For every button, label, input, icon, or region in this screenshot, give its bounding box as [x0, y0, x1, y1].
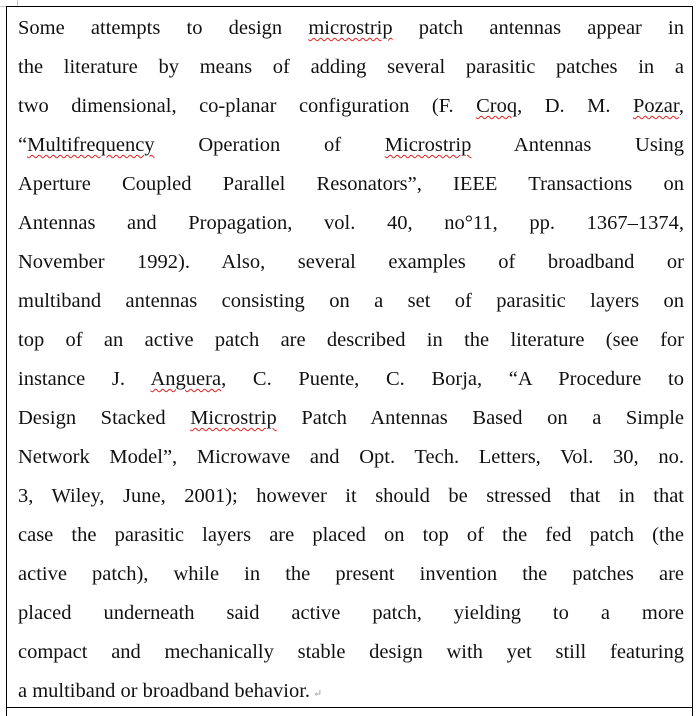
text-run: Network Model”, Microwave and Opt. Tech. Letters, Vol. 30, no. [18, 446, 684, 468]
text-line [18, 165, 684, 204]
text-line [18, 360, 684, 399]
text-line [18, 321, 684, 360]
table-border-right-extension [692, 708, 693, 716]
text-line [18, 204, 684, 243]
text-run: Some attempts to design [18, 17, 309, 39]
text-run: , D. M. [517, 95, 633, 117]
text-line [18, 282, 684, 321]
text-run: , C. Puente, C. Borja, “A Procedure to [221, 368, 684, 390]
misspelled-word: Pozar [633, 95, 679, 117]
text-run: , [678, 95, 684, 117]
text-run: the literature by means of adding several parasitic patches in a [18, 56, 684, 78]
text-run: case the parasitic layers are placed on top of the fed patch (the [18, 524, 684, 546]
misspelled-word: Microstrip [384, 134, 472, 156]
text-run: instance J. [18, 368, 151, 390]
misspelled-word: microstrip [308, 17, 393, 39]
misspelled-word: Croq [476, 95, 518, 117]
text-run: active patch), while in the present invention the patches are [18, 563, 684, 585]
table-border-left-extension [6, 708, 7, 716]
text-line [18, 672, 684, 711]
text-line [18, 399, 684, 438]
misspelled-word: Anguera [150, 368, 222, 390]
text-run: Design Stacked [18, 407, 191, 429]
body-paragraph[interactable] [18, 9, 684, 711]
text-run: Operation of [154, 134, 385, 156]
text-line [18, 48, 684, 87]
text-run: patch antennas appear in [392, 17, 685, 39]
text-run: compact and mechanically stable design with yet still featuring [18, 641, 684, 663]
text-line [18, 438, 684, 477]
text-line [18, 633, 684, 672]
text-run: 3, Wiley, June, 2001); however it should be stressed that in that [18, 485, 684, 507]
text-run: multiband antennas consisting on a set of parasitic layers on [18, 290, 684, 312]
text-run: Patch Antennas Based on a Simple [276, 407, 684, 429]
text-line [18, 9, 684, 48]
text-line [18, 87, 684, 126]
misspelled-word: Multifrequency [27, 134, 155, 156]
text-run: a multiband or broadband behavior. [18, 680, 311, 702]
text-run: “ [18, 134, 28, 156]
text-line [18, 594, 684, 633]
misspelled-word: Microstrip [190, 407, 277, 429]
text-run: Aperture Coupled Parallel Resonators”, IEEE Transactions on [18, 173, 684, 195]
text-line [18, 243, 684, 282]
text-run: Antennas and Propagation, vol. 40, no°11, pp. 1367–1374, [18, 212, 684, 234]
paragraph-mark-icon: ↵ [313, 688, 323, 700]
text-run: placed underneath said active patch, yielding to a more [18, 602, 684, 624]
text-run: top of an active patch are described in the literature (see for [18, 329, 684, 351]
text-run: Antennas Using [471, 134, 685, 156]
text-run: two dimensional, co-planar configuration (F. [18, 95, 477, 117]
text-line [18, 555, 684, 594]
text-run: November 1992). Also, several examples of broadband or [18, 251, 684, 273]
text-line [18, 477, 684, 516]
text-line [18, 516, 684, 555]
text-line [18, 126, 684, 165]
